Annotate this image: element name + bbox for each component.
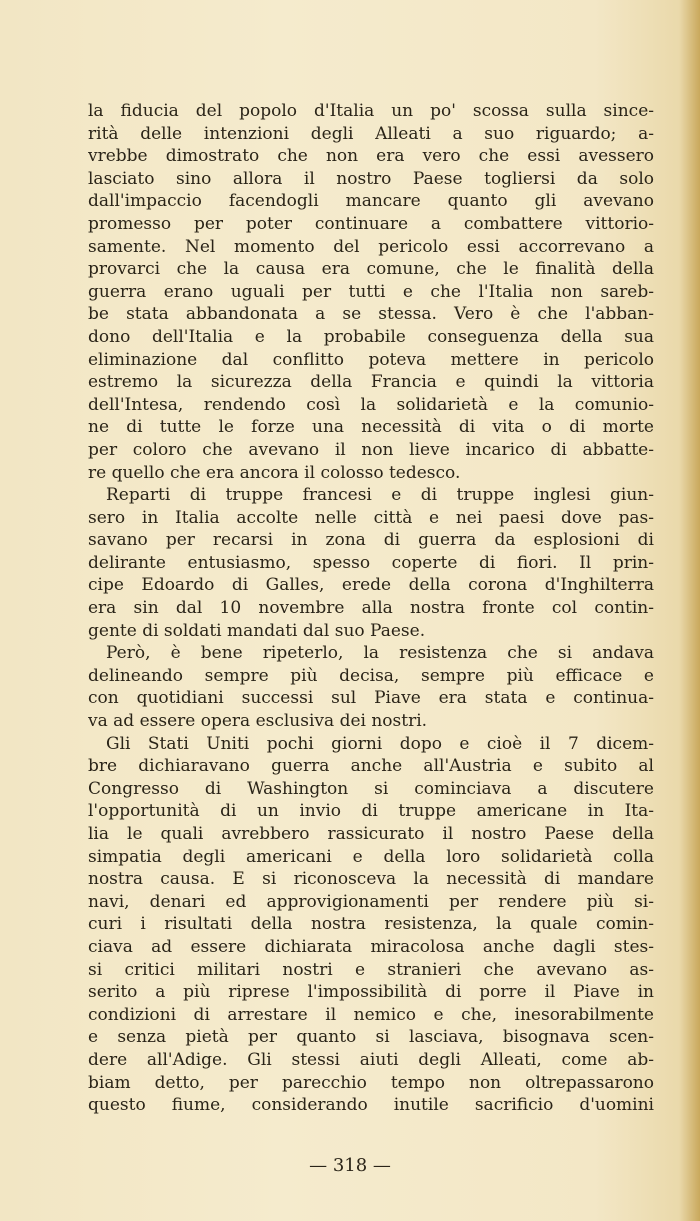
text-line: si critici militari nostri e stranieri che avevano as- bbox=[88, 959, 654, 980]
text-line: curi i risultati della nostra resistenza, la quale comin- bbox=[88, 914, 654, 935]
text-line: cipe Edoardo di Galles, erede della corona d'Inghilterra bbox=[88, 575, 654, 596]
text-line: be stata abbandonata a se stessa. Vero è che l'abban- bbox=[88, 304, 654, 325]
text-line: eliminazione dal conflitto poteva mettere in pericolo bbox=[88, 349, 654, 370]
text-line: Congresso di Washington si cominciava a discutere bbox=[88, 778, 654, 799]
text-line: dono dell'Italia e la probabile conseguenza della sua bbox=[88, 326, 654, 347]
text-line: sero in Italia accolte nelle città e nei paesi dove pas- bbox=[88, 507, 654, 528]
text-line: guerra erano uguali per tutti e che l'Italia non sareb- bbox=[88, 281, 654, 302]
text-line: promesso per poter continuare a combattere vittorio- bbox=[88, 213, 654, 234]
text-line: simpatia degli americani e della loro solidarietà colla bbox=[88, 846, 654, 867]
text-line: biam detto, per parecchio tempo non oltrepassarono bbox=[88, 1072, 654, 1093]
text-line: e senza pietà per quanto si lasciava, bisognava scen- bbox=[88, 1027, 654, 1048]
text-line: va ad essere opera esclusiva dei nostri. bbox=[88, 711, 428, 732]
text-line: era sin dal 10 novembre alla nostra fronte col contin- bbox=[88, 598, 654, 619]
text-line: nostra causa. E si riconosceva la necessità di mandare bbox=[88, 869, 654, 890]
text-line: provarci che la causa era comune, che le finalità della bbox=[88, 259, 654, 280]
text-line: ne di tutte le forze una necessità di vita o di morte bbox=[88, 417, 654, 438]
text-line: lasciato sino allora il nostro Paese togliersi da solo bbox=[88, 168, 654, 189]
text-line: Però, è bene ripeterlo, la resistenza che si andava bbox=[106, 643, 654, 664]
text-line: Gli Stati Uniti pochi giorni dopo e cioè il 7 dicem- bbox=[106, 733, 654, 754]
text-line: dell'Intesa, rendendo così la solidarietà e la comunio- bbox=[88, 394, 654, 415]
text-line: questo fiume, considerando inutile sacrificio d'uomini bbox=[88, 1095, 654, 1116]
text-line: samente. Nel momento del pericolo essi accorrevano a bbox=[88, 236, 654, 257]
text-line: serito a più riprese l'impossibilità di porre il Piave in bbox=[88, 982, 654, 1003]
text-line: lia le quali avrebbero rassicurato il nostro Paese della bbox=[88, 824, 654, 844]
text-line: re quello che era ancora il colosso tedesco. bbox=[88, 462, 461, 483]
text-line: savano per recarsi in zona di guerra da esplosioni di bbox=[88, 530, 654, 551]
text-line: condizioni di arrestare il nemico e che, inesorabilmente bbox=[88, 1004, 654, 1025]
paragraph bbox=[88, 484, 654, 642]
paragraph bbox=[88, 642, 654, 732]
body-text bbox=[88, 100, 654, 1117]
text-line: dere all'Adige. Gli stessi aiuti degli Alleati, come ab- bbox=[88, 1049, 654, 1070]
paragraph bbox=[88, 733, 654, 1117]
text-line: Reparti di truppe francesi e di truppe inglesi giun- bbox=[106, 485, 654, 506]
text-line: delirante entusiasmo, spesso coperte di fiori. Il prin- bbox=[88, 552, 654, 573]
text-line: delineando sempre più decisa, sempre più efficace e bbox=[88, 665, 654, 686]
paragraph bbox=[88, 100, 654, 484]
text-line: per coloro che avevano il non lieve incarico di abbatte- bbox=[88, 439, 654, 460]
page-number: — 318 — bbox=[309, 1155, 391, 1176]
text-line: l'opportunità di un invio di truppe americane in Ita- bbox=[88, 801, 654, 822]
text-line: la fiducia del popolo d'Italia un po' scossa sulla since- bbox=[88, 101, 654, 121]
text-line: vrebbe dimostrato che non era vero che essi avessero bbox=[88, 146, 654, 167]
text-line: rità delle intenzioni degli Alleati a suo riguardo; a- bbox=[88, 123, 654, 144]
text-line: estremo la sicurezza della Francia e quindi la vittoria bbox=[88, 372, 654, 393]
text-line: navi, denari ed approvigionamenti per rendere più si- bbox=[88, 891, 654, 912]
text-line: dall'impaccio facendogli mancare quanto gli avevano bbox=[88, 191, 654, 212]
text-line: bre dichiaravano guerra anche all'Austria e subito al bbox=[88, 756, 654, 777]
text-line: gente di soldati mandati dal suo Paese. bbox=[88, 620, 426, 641]
text-line: ciava ad essere dichiarata miracolosa anche dagli stes- bbox=[88, 936, 654, 957]
text-line: con quotidiani successi sul Piave era stata e continua- bbox=[88, 688, 654, 709]
